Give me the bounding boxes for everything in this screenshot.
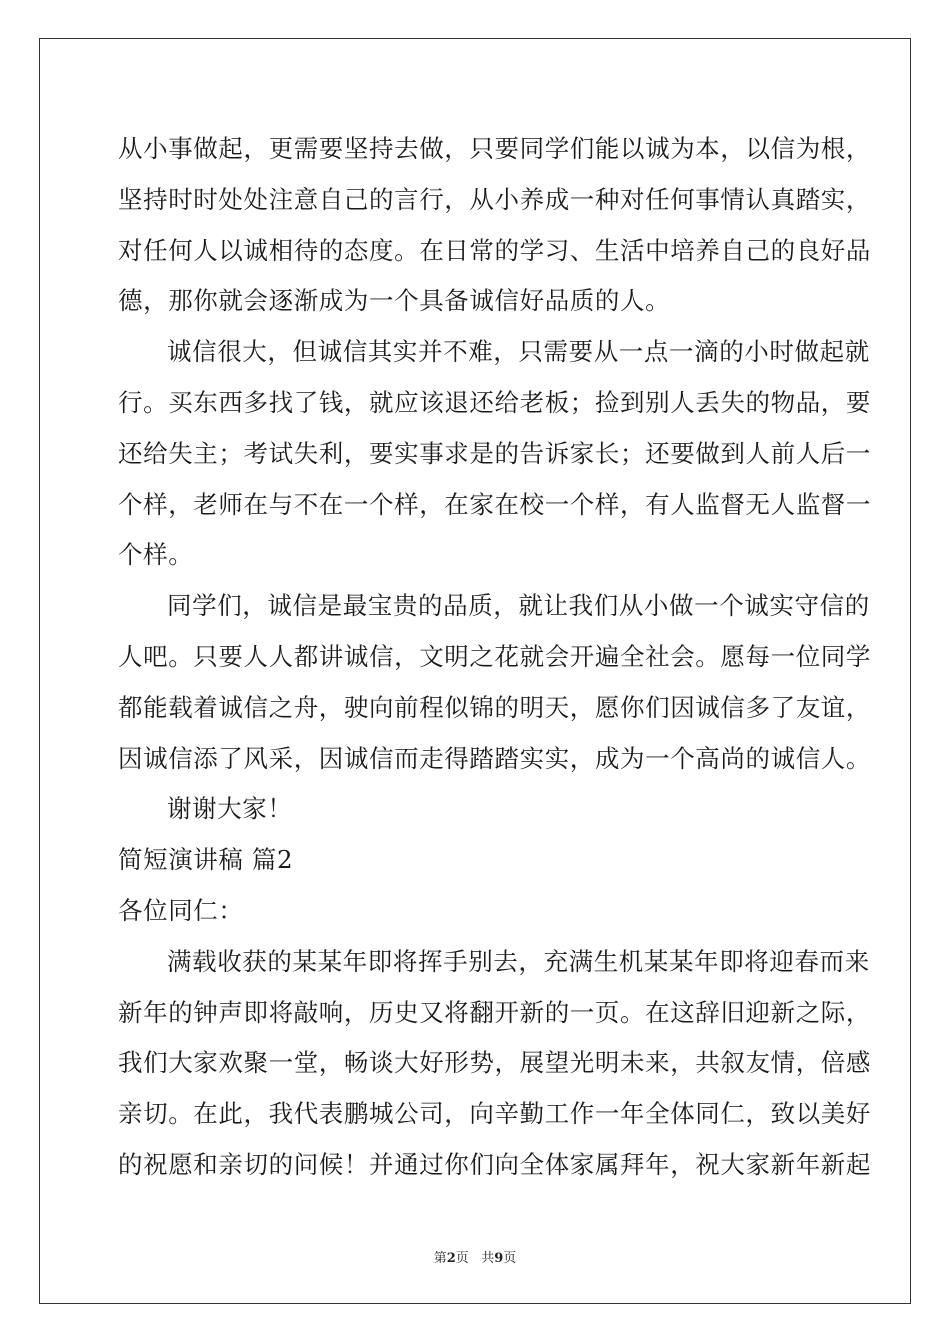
text-line: 谢谢大家！ xyxy=(167,794,293,824)
document-body xyxy=(118,124,871,1191)
page-footer xyxy=(0,1247,950,1266)
text-line: 个样。 xyxy=(118,540,194,570)
text-line: 满载收获的某某年即将挥手别去，充满生机某某年即将迎春而来 xyxy=(167,946,870,976)
text-line: 还给失主；考试失利，要实事求是的告诉家长；还要做到人前人后一 xyxy=(118,438,871,468)
text-line: 对任何人以诚相待的态度。在日常的学习、生活中培养自己的良好品 xyxy=(118,235,871,265)
text-line: 的祝愿和亲切的问候！并通过你们向全体家属拜年，祝大家新年新起 xyxy=(118,1149,871,1179)
footer-total-pages: 9 xyxy=(494,1251,504,1266)
footer-total-suffix: 页 xyxy=(503,1251,517,1266)
text-line: 诚信很大，但诚信其实并不难，只需要从一点一滴的小时做起就 xyxy=(167,337,870,367)
text-line: 各位同仁： xyxy=(118,895,244,925)
text-line: 人吧。只要人人都讲诚信，文明之花就会开遍全社会。愿每一位同学 xyxy=(118,641,871,671)
text-line: 亲切。在此，我代表鹏城公司，向辛勤工作一年全体同仁，致以美好 xyxy=(118,1099,871,1129)
footer-total-prefix: 共 xyxy=(481,1251,495,1266)
text-line: 从小事做起，更需要坚持去做，只要同学们能以诚为本，以信为根， xyxy=(118,134,871,163)
text-line: 简短演讲稿 篇2 xyxy=(118,845,294,875)
text-line: 新年的钟声即将敲响，历史又将翻开新的一页。在这辞旧迎新之际， xyxy=(118,997,871,1027)
text-line: 我们大家欢聚一堂，畅谈大好形势，展望光明未来，共叙友情，倍感 xyxy=(118,1048,871,1078)
text-line: 行。买东西多找了钱，就应该退还给老板；捡到别人丢失的物品，要 xyxy=(118,387,871,417)
footer-current-page: 2 xyxy=(446,1251,456,1266)
text-line: 都能载着诚信之舟，驶向前程似锦的明天，愿你们因诚信多了友谊， xyxy=(118,692,871,722)
footer-page-prefix: 第 xyxy=(433,1251,447,1266)
text-line: 个样，老师在与不在一个样，在家在校一个样，有人监督无人监督一 xyxy=(118,489,871,519)
text-line: 同学们，诚信是最宝贵的品质，就让我们从小做一个诚实守信的 xyxy=(167,591,870,621)
footer-page-suffix: 页 xyxy=(455,1251,469,1266)
text-line: 坚持时时处处注意自己的言行，从小养成一种对任何事情认真踏实， xyxy=(118,184,871,214)
text-line: 因诚信添了风采，因诚信而走得踏踏实实，成为一个高尚的诚信人。 xyxy=(118,743,871,773)
text-line: 德，那你就会逐渐成为一个具备诚信好品质的人。 xyxy=(118,286,671,316)
